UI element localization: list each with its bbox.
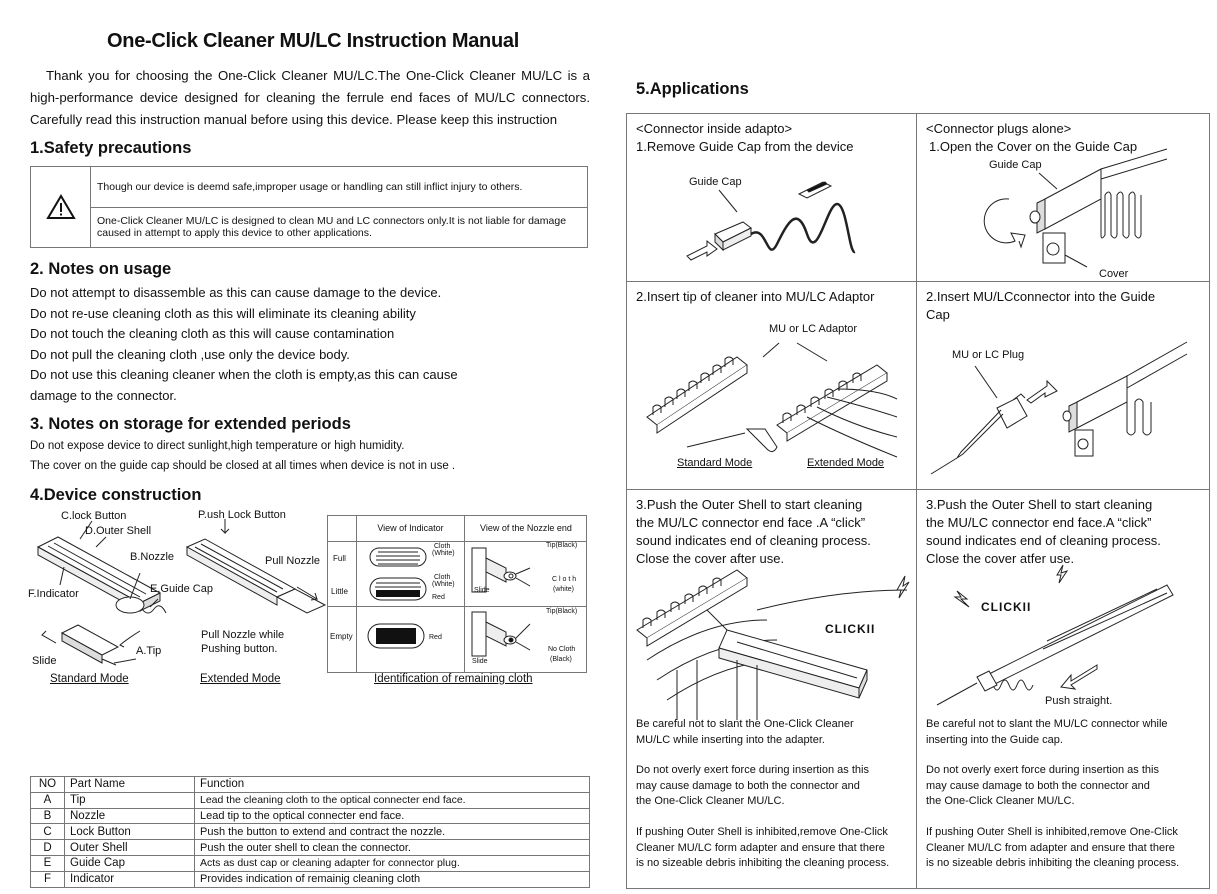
cell-no: C xyxy=(31,824,65,840)
label-identification: Identification of remaining cloth xyxy=(374,672,533,685)
usage-notes xyxy=(30,283,590,407)
intro-paragraph: Thank you for choosing the One-Click Cleaner MU/LC.The One-Click Cleaner MU/LC is a high-performance device designed for cleaning the ferrule end faces of MU/LC connectors. Carefully read this instruction manual before using this device. Please keep this instruction xyxy=(30,68,590,127)
page-title: One-Click Cleaner MU/LC Instruction Manual xyxy=(107,30,519,52)
cell-no: F xyxy=(31,871,65,887)
table-row xyxy=(31,855,590,871)
empty-red-label: Red xyxy=(429,633,442,641)
indicator-full-icon xyxy=(370,546,430,570)
header-function: Function xyxy=(195,777,590,793)
right-step3-line: the MU/LC connector end face.A “click” xyxy=(926,515,1152,530)
push-shell-adapter-drawing xyxy=(627,570,907,720)
remove-guide-cap-drawing xyxy=(627,164,907,274)
right-click-label: CLICKII xyxy=(981,600,1032,614)
cell-function: Acts as dust cap or cleaning adapter for connector plug. xyxy=(195,855,590,871)
insert-plug-drawing xyxy=(917,342,1197,472)
indicator-empty-icon xyxy=(368,622,428,652)
left-step3-line: Close the cover after use. xyxy=(636,551,785,566)
usage-line: Do not re-use cleaning cloth as this will eliminate its cleaning ability xyxy=(30,305,416,321)
storage-line: The cover on the guide cap should be closed at all times when device is not in use . xyxy=(30,459,456,472)
table-row xyxy=(31,840,590,856)
app-right-step2 xyxy=(917,282,1211,489)
right-step2-line1: 2.Insert MU/LCconnector into the Guide xyxy=(926,289,1156,304)
right-note1-line: inserting into the Guide cap. xyxy=(926,733,1063,746)
right-step3-line: Close the cover atfer use. xyxy=(926,551,1075,566)
right-plug-label: MU or LC Plug xyxy=(952,349,1025,361)
left-extended-mode: Extended Mode xyxy=(807,457,885,469)
table-row xyxy=(31,808,590,824)
table-header-row xyxy=(31,777,590,793)
label-tip: A.Tip xyxy=(136,644,162,657)
right-push-straight: Push straight. xyxy=(1045,695,1113,707)
right-step2-line2: Cap xyxy=(926,307,950,322)
cell-part-name: Nozzle xyxy=(65,808,195,824)
right-note3 xyxy=(926,825,1179,872)
usage-heading: 2. Notes on usage xyxy=(30,260,172,278)
left-column xyxy=(30,30,590,728)
right-note3-line: Cleaner MU/LC from adapter and ensure that there xyxy=(926,841,1175,854)
indicator-little-icon xyxy=(370,576,430,604)
left-note3-line: Cleaner MU/LC form adapter and ensure that there xyxy=(636,841,885,854)
right-note2-line: Do not overly exert force during insertion as this xyxy=(926,764,1159,776)
left-note3-line: is no sizeable debris inhibiting the cleaning process. xyxy=(636,857,890,869)
cell-function: Lead tip to the optical connecter end face. xyxy=(195,808,590,824)
left-note2 xyxy=(636,763,869,810)
storage-line: Do not expose device to direct sunlight,high temperature or high humidity. xyxy=(30,439,405,452)
safety-heading: 1.Safety precautions xyxy=(30,139,192,157)
safety-row-2: One-Click Cleaner MU/LC is designed to clean MU and LC connectors only.It is not liable for damage caused in attempt to apply this device to other applications. xyxy=(91,207,587,248)
safety-row-1: Though our device is deemd safe,improper usage or handling can still inflict injury to others. xyxy=(97,180,523,193)
parts-table xyxy=(30,776,590,888)
empty-no-cloth: No Cloth xyxy=(548,645,576,653)
little-red-label: Red xyxy=(432,593,445,601)
right-note1 xyxy=(926,717,1168,748)
left-step1: 1.Remove Guide Cap from the device xyxy=(636,139,854,154)
usage-line: Do not attempt to disassemble as this can cause damage to the device. xyxy=(30,285,442,300)
full-cloth-label: Cloth xyxy=(434,542,451,550)
label-standard-mode: Standard Mode xyxy=(50,672,129,685)
right-step1: 1.Open the Cover on the Guide Cap xyxy=(929,139,1138,154)
storage-notes xyxy=(30,436,590,476)
left-step3-line: the MU/LC connector end face .A “click” xyxy=(636,515,866,530)
label-push-lock: P.ush Lock Button xyxy=(198,508,286,521)
row-little: Little xyxy=(331,586,348,596)
left-step3-line: sound indicates end of cleaning process. xyxy=(636,533,871,548)
header-no: NO xyxy=(31,777,65,793)
safety-box xyxy=(30,166,588,248)
full-white-lower: (white) xyxy=(553,585,575,593)
cell-function: Push the outer shell to clean the connector. xyxy=(195,840,590,856)
cell-no: A xyxy=(31,792,65,808)
insert-adaptor-drawing xyxy=(627,337,907,467)
full-slide-label: Slide xyxy=(474,586,490,594)
right-note1-line: Be careful not to slant the MU/LC connector while xyxy=(926,718,1168,730)
warning-triangle-icon xyxy=(31,167,91,247)
label-slide: Slide xyxy=(32,654,57,667)
usage-line: damage to the connector. xyxy=(30,387,177,403)
label-extended-mode: Extended Mode xyxy=(200,672,281,685)
applications-heading: 5.Applications xyxy=(636,80,749,98)
empty-tip-black: Tip(Black) xyxy=(546,607,578,615)
usage-line: Do not touch the cleaning cloth as this will cause contamination xyxy=(30,326,395,342)
left-note2-line: Do not overly exert force during insertion as this xyxy=(636,764,869,776)
right-note2 xyxy=(926,763,1159,810)
full-white-label: (White) xyxy=(432,549,455,557)
cell-function: Provides indication of remainig cleaning cloth xyxy=(195,871,590,887)
push-shell-plug-drawing xyxy=(917,565,1197,715)
cell-function: Lead the cleaning cloth to the optical connecter end face. xyxy=(195,792,590,808)
full-tip-black: Tip(Black) xyxy=(546,541,578,549)
left-note3-line: If pushing Outer Shell is inhibited,remove One-Click xyxy=(636,826,888,838)
cell-part-name: Indicator xyxy=(65,871,195,887)
right-step3-line: sound indicates end of cleaning process. xyxy=(926,533,1161,548)
right-guide-cap-label: Guide Cap xyxy=(989,159,1042,171)
little-white-label: (White) xyxy=(432,580,455,588)
table-row xyxy=(31,824,590,840)
right-note3-line: If pushing Outer Shell is inhibited,remove One-Click xyxy=(926,826,1178,838)
full-cloth-spaced: C l o t h xyxy=(552,575,577,583)
usage-line: Do not pull the cleaning cloth ,use only the device body. xyxy=(30,346,350,362)
row-full: Full xyxy=(333,553,346,563)
right-note2-line: the One-Click Cleaner MU/LC. xyxy=(926,795,1075,807)
row-empty: Empty xyxy=(330,631,353,641)
usage-line: Do not use this cleaning cleaner when the cloth is empty,as this can cause xyxy=(30,367,458,383)
table-row xyxy=(31,871,590,887)
left-note3 xyxy=(636,825,889,872)
left-step2: 2.Insert tip of cleaner into MU/LC Adaptor xyxy=(636,289,875,304)
cell-no: E xyxy=(31,855,65,871)
cell-no: D xyxy=(31,840,65,856)
app-left-step2 xyxy=(627,282,916,489)
cell-no: B xyxy=(31,808,65,824)
left-header: <Connector inside adapto> xyxy=(636,121,793,136)
construction-heading: 4.Device construction xyxy=(30,485,202,504)
cloth-identification-table xyxy=(327,515,587,673)
empty-slide-label: Slide xyxy=(472,657,488,665)
extended-mode-drawing xyxy=(185,513,325,623)
cell-part-name: Outer Shell xyxy=(65,840,195,856)
left-step3-line: 3.Push the Outer Shell to start cleaning xyxy=(636,497,863,512)
little-cloth-label: Cloth xyxy=(434,573,451,581)
left-adaptor-label: MU or LC Adaptor xyxy=(769,323,858,335)
cell-part-name: Guide Cap xyxy=(65,855,195,871)
applications-grid xyxy=(626,113,1210,889)
app-left-step3 xyxy=(627,490,916,890)
left-note2-line: the One-Click Cleaner MU/LC. xyxy=(636,795,785,807)
left-note2-line: may cause damage to both the connector and xyxy=(636,779,860,792)
app-right-step3 xyxy=(917,490,1211,890)
label-pushing-button: Pushing button. xyxy=(201,642,278,655)
left-click-label: CLICKII xyxy=(825,622,876,636)
right-note3-line: is no sizeable debris inhibiting the cleaning process. xyxy=(926,857,1180,869)
left-note1 xyxy=(636,717,854,748)
right-step3-line: 3.Push the Outer Shell to start cleaning xyxy=(926,497,1153,512)
device-construction-figure xyxy=(28,508,590,728)
left-guide-cap-label: Guide Cap xyxy=(689,176,742,188)
col-view-nozzle: View of the Nozzle end xyxy=(480,523,572,534)
table-row xyxy=(31,792,590,808)
nozzle-full-icon xyxy=(468,544,538,604)
right-header: <Connector plugs alone> xyxy=(926,121,1072,136)
storage-heading: 3. Notes on storage for extended periods xyxy=(30,414,351,433)
label-nozzle: B.Nozzle xyxy=(130,550,175,563)
label-indicator: F.Indicator xyxy=(28,587,79,600)
label-guide-cap: E.Guide Cap xyxy=(150,582,213,595)
app-left-step1 xyxy=(627,114,916,281)
right-cover-label: Cover xyxy=(1099,268,1129,280)
right-note2-line: may cause damage to both the connector and xyxy=(926,779,1150,792)
label-pull-nozzle: Pull Nozzle xyxy=(265,554,321,567)
col-view-indicator: View of Indicator xyxy=(377,523,444,534)
label-pull-nozzle-while: Pull Nozzle while xyxy=(201,628,285,641)
empty-black-label: (Black) xyxy=(550,655,572,663)
cell-part-name: Tip xyxy=(65,792,195,808)
left-standard-mode: Standard Mode xyxy=(677,457,753,469)
header-part-name: Part Name xyxy=(65,777,195,793)
left-note1-line: MU/LC while inserting into the adapter. xyxy=(636,733,825,746)
left-note1-line: Be careful not to slant the One-Click Cleaner xyxy=(636,718,854,730)
label-lock-button: C.lock Button xyxy=(61,509,127,522)
label-outer-shell: D.Outer Shell xyxy=(85,524,152,537)
open-cover-drawing xyxy=(917,159,1197,279)
cell-function: Push the button to extend and contract the nozzle. xyxy=(195,824,590,840)
app-right-step1 xyxy=(917,114,1211,281)
cell-part-name: Lock Button xyxy=(65,824,195,840)
